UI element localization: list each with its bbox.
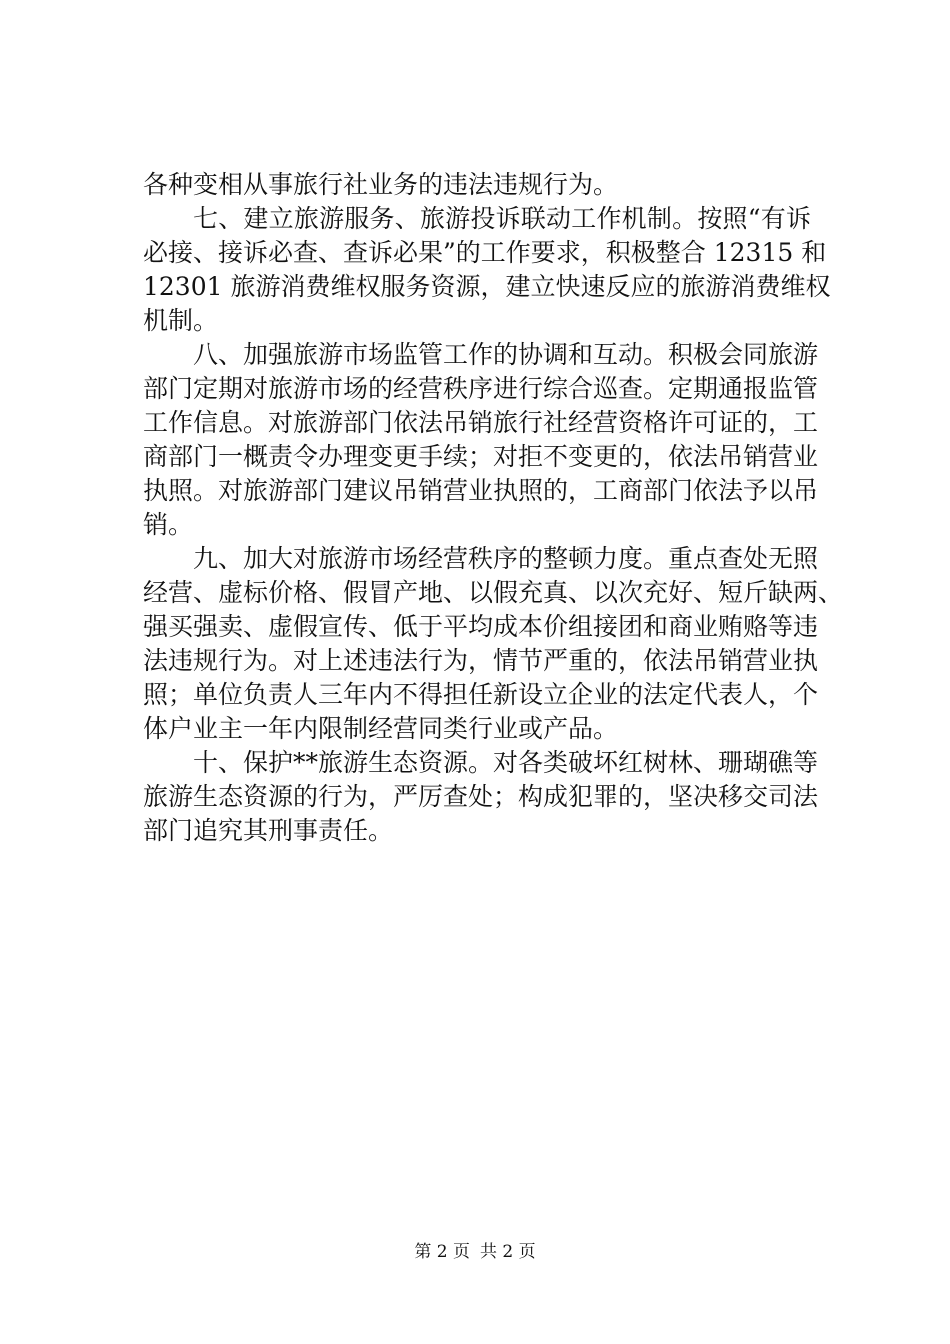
page-number: 第 2 页 [414,1242,470,1262]
text-line: 强买强卖、虚假宣传、低于平均成本价组接团和商业贿赂等违 [143,612,819,641]
text-line: 各种变相从事旅行社业务的违法违规行为。 [143,170,619,199]
text-line: 执照。对旅游部门建议吊销营业执照的，工商部门依法予以吊 [143,476,819,505]
text-line: 12301 旅游消费维权服务资源，建立快速反应的旅游消费维权 [143,272,831,301]
text-line: 八、加强旅游市场监管工作的协调和互动。积极会同旅游 [193,340,819,369]
text-line: 工作信息。对旅游部门依法吊销旅行社经营资格许可证的，工 [143,408,819,437]
text-line: 机制。 [143,306,219,335]
text-line: 照；单位负责人三年内不得担任新设立企业的法定代表人，个 [143,680,819,709]
text-line: 部门追究其刑事责任。 [143,816,394,845]
text-line: 经营、虚标价格、假冒产地、以假充真、以次充好、短斤缺两、 [143,578,844,607]
page-total: 共 2 页 [480,1242,536,1262]
text-line: 销。 [143,510,194,539]
page-footer [0,1240,950,1264]
text-line: 十、保护**旅游生态资源。对各类破坏红树林、珊瑚礁等 [193,748,819,777]
text-line: 商部门一概责令办理变更手续；对拒不变更的，依法吊销营业 [143,442,819,471]
text-line: 部门定期对旅游市场的经营秩序进行综合巡查。定期通报监管 [143,374,819,403]
text-line: 旅游生态资源的行为，严厉查处；构成犯罪的，坚决移交司法 [143,782,819,811]
document-body [143,168,844,848]
text-line: 必接、接诉必查、查诉必果”的工作要求，积极整合 12315 和 [143,238,827,267]
text-line: 法违规行为。对上述违法行为，情节严重的，依法吊销营业执 [143,646,819,675]
text-line: 体户业主一年内限制经营同类行业或产品。 [143,714,619,743]
text-line: 九、加大对旅游市场经营秩序的整顿力度。重点查处无照 [193,544,819,573]
text-line: 七、建立旅游服务、旅游投诉联动工作机制。按照“有诉 [193,204,811,233]
